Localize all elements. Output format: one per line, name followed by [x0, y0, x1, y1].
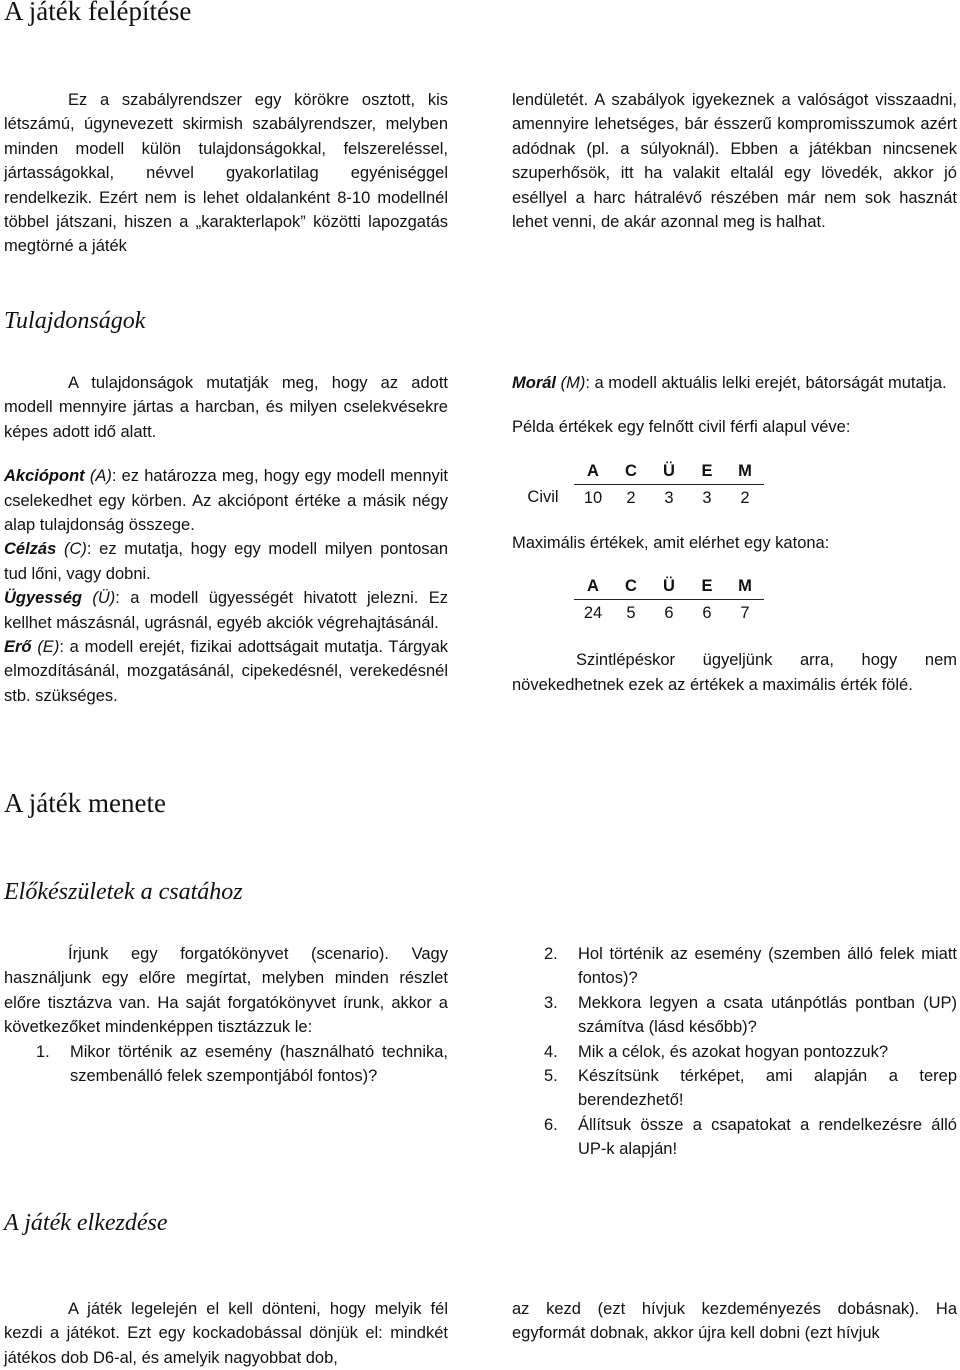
- attributes-left-column: [4, 371, 448, 708]
- max-header-u: Ü: [650, 573, 688, 600]
- prep-steps-left: [4, 1040, 448, 1089]
- max-value-c: 5: [626, 604, 636, 623]
- example-value-m: 2: [740, 488, 750, 507]
- max-value-m: 7: [740, 604, 750, 623]
- attributes-intro: A tulajdonságok mutatják meg, hogy az adott modell mennyire jártas a harcban, és milyen cselekvésekre képes adott idő alatt.: [4, 374, 448, 441]
- example-header-c: C: [612, 458, 650, 485]
- example-stats-table: [512, 458, 764, 511]
- max-value-a: 24: [583, 604, 603, 623]
- max-value-e: 6: [702, 604, 712, 623]
- max-stats-table: [574, 573, 764, 626]
- prep-steps-right: [512, 942, 957, 1162]
- heading-attributes: Tulajdonságok: [4, 308, 146, 334]
- prep-left-column: [4, 942, 448, 1088]
- attribute-strength: Erő (E): a modell erejét, fizikai adottságait mutatja. Tárgyak elmozdításánál, mozgatásánál, cipekedésnél, verekedésnél stb. szükséges.: [4, 638, 448, 705]
- attribute-morale: Morál (M): a modell aktuális lelki erejét, bátorságát mutatja.: [512, 374, 947, 392]
- max-header-e: E: [688, 573, 726, 600]
- prep-intro: Írjunk egy forgatókönyvet (scenario). Vagy használjunk egy előre megírtat, melyben minden részlet előre tisztázva van. Ha saját forgatókönyvet írunk, akkor a következőket mindenképpen tisztázzuk le:: [4, 945, 448, 1037]
- list-item: 2. Hol történik az esemény (szemben álló felek miatt fontos)?: [544, 945, 957, 988]
- example-caption: Példa értékek egy felnőtt civil férfi alapul véve:: [512, 418, 851, 437]
- build-left-column: [4, 88, 448, 259]
- heading-build: A játék felépítése: [4, 0, 192, 26]
- max-value-u: 6: [664, 604, 674, 623]
- max-header-m: M: [726, 573, 764, 600]
- build-right-column: [512, 88, 957, 234]
- max-caption: Maximális értékek, amit elérhet egy katona:: [512, 533, 830, 552]
- attribute-aim: Célzás (C): ez mutatja, hogy egy modell milyen pontosan tud lőni, vagy dobni.: [4, 540, 448, 583]
- example-header-u: Ü: [650, 458, 688, 485]
- heading-start: A játék elkezdése: [4, 1210, 168, 1236]
- start-left-column: [4, 1297, 448, 1370]
- example-value-a: 10: [583, 488, 603, 507]
- list-item: 1. Mikor történik az esemény (használható technika, szembenálló felek szempontjából fontos)?: [36, 1042, 448, 1086]
- list-item: 5. Készítsünk térképet, ami alapján a terep berendezhető!: [544, 1067, 957, 1110]
- heading-flow: A játék menete: [4, 788, 166, 818]
- attribute-action-points: Akciópont (A): ez határozza meg, hogy egy modell mennyit cselekedhet egy körben. Az akciópont értéke a másik négy alap tulajdonság összege.: [4, 467, 448, 535]
- max-header-a: A: [574, 573, 612, 600]
- heading-prep: Előkészületek a csatához: [4, 879, 243, 905]
- attributes-right-column: [512, 371, 957, 697]
- start-left-text: A játék legelején el kell dönteni, hogy melyik fél kezdi a játékot. Ezt egy kockadobással dönjük el: mindkét játékos dob D6-al, és amelyik nagyobbat dob,: [4, 1300, 448, 1367]
- example-value-c: 2: [626, 488, 636, 507]
- prep-right-column: [512, 942, 957, 1162]
- example-header-e: E: [688, 458, 726, 485]
- start-right-column: [512, 1297, 957, 1346]
- list-item: 6. Állítsuk össze a csapatokat a rendelkezésre álló UP-k alapján!: [544, 1115, 957, 1159]
- example-header-m: M: [726, 458, 764, 485]
- start-right-text: az kezd (ezt hívjuk kezdeményezés dobásnak). Ha egyformát dobnak, akkor újra kell dobni (ezt hívjuk: [512, 1300, 957, 1343]
- attribute-agility: Ügyesség (Ü): a modell ügyességét hivatott jelezni. Ez kellhet mászásnál, ugrásnál, egyéb akciók végrehajtásánál.: [4, 589, 448, 632]
- example-value-e: 3: [702, 488, 712, 507]
- list-item: 4. Mik a célok, és azokat hogyan pontozzuk?: [544, 1042, 889, 1061]
- example-value-u: 3: [664, 488, 674, 507]
- build-right-text: lendületét. A szabályok igyekeznek a valóságot visszaadni, amennyire lehetséges, bár ésszerű kompromisszumok azért adódnak (pl. a súlyoknál). Ebben a játékban nincsenek szuperhősök, itt ha valakit eltalál egy lövedék, akkor jó eséllyel a harc hátralévő részében már nem sok hasznát lehet venni, de akár azonnal meg is halhat.: [512, 91, 957, 232]
- max-header-c: C: [612, 573, 650, 600]
- build-left-text: Ez a szabályrendszer egy körökre osztott, kis létszámú, úgynevezett skirmish szabályrendszer, melyben minden modell külön tulajdonságokkal, felszereléssel, jártasságokkal, névvel gyakorlatilag egyéniséggel rendelkezik. Ezért nem is lehet oldalanként 8-10 modellnél többel játszani, hiszen a „karakterlapok” közötti lapozgatás megtörné a játék: [4, 91, 448, 256]
- level-note: Szintlépéskor ügyeljünk arra, hogy nem növekedhetnek ezek az értékek a maximális érték fölé.: [512, 651, 957, 694]
- list-item: 3. Mekkora legyen a csata utánpótlás pontban (UP) számítva (lásd később)?: [544, 993, 957, 1037]
- example-row-label: Civil: [527, 488, 559, 507]
- example-header-a: A: [574, 458, 612, 485]
